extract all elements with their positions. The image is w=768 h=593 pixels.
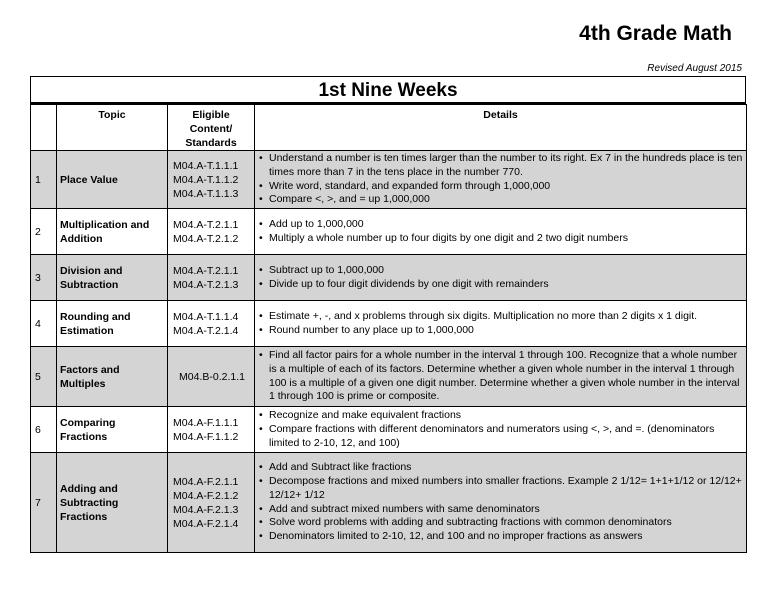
standard-code: M04.A-T.2.1.1 <box>173 218 239 231</box>
details-list <box>257 310 743 338</box>
row-number: 3 <box>31 255 57 301</box>
document-title: 4th Grade Math <box>579 22 732 45</box>
row-details <box>255 347 747 407</box>
standard-code: M04.A-F.2.1.3 <box>173 503 239 516</box>
detail-bullet: • Compare fractions with different denominators and numerators using <, >, and =. (denominators limited to 2-10, 12, and 100) <box>257 423 743 451</box>
detail-bullet: • Understand a number is ten times larger than the number to its right. Ex 7 in the hundreds place is ten times more than 7 in the tens place in the number 770. <box>257 152 743 180</box>
standard-code: M04.A-F.2.1.2 <box>173 489 239 502</box>
table-body <box>31 151 747 553</box>
table-row <box>31 301 747 347</box>
detail-bullet: • Find all factor pairs for a whole number in the interval 1 through 100. Recognize that a whole number is a multiple of each of its factors. Determine whether a given whole number in the interval 1 through 100 is a multiple of a given one digit number. Determine whether a given whole number in the interval 1 through 100 is prime or composite. <box>257 349 743 404</box>
detail-bullet: • Recognize and make equivalent fractions <box>257 409 743 423</box>
row-topic: Place Value <box>57 151 168 209</box>
standard-code: M04.A-T.1.1.4 <box>173 310 239 323</box>
detail-bullet: • Decompose fractions and mixed numbers into smaller fractions. Example 2 1/12= 1+1+1/12 or 12/12+ 12/12+ 1/12 <box>257 475 743 503</box>
row-topic: Multiplication and Addition <box>57 209 168 255</box>
nine-weeks-banner: 1st Nine Weeks <box>30 76 746 104</box>
standard-code: M04.A-F.1.1.1 <box>173 416 239 429</box>
standard-code: M04.B-0.2.1.1 <box>179 370 245 383</box>
row-number: 5 <box>31 347 57 407</box>
detail-bullet: • Add up to 1,000,000 <box>257 218 743 232</box>
detail-bullet: • Write word, standard, and expanded form through 1,000,000 <box>257 180 743 194</box>
table-header-row <box>31 105 747 151</box>
detail-bullet: • Divide up to four digit dividends by one digit with remainders <box>257 278 743 292</box>
detail-bullet: • Round number to any place up to 1,000,000 <box>257 324 743 338</box>
details-list <box>257 461 743 544</box>
row-number: 7 <box>31 453 57 553</box>
row-number: 1 <box>31 151 57 209</box>
row-standards <box>168 407 255 453</box>
standard-code: M04.A-F.1.1.2 <box>173 430 239 443</box>
details-list <box>257 264 743 292</box>
topic-column-header: Topic <box>57 105 168 151</box>
details-list <box>257 349 743 404</box>
row-details <box>255 255 747 301</box>
revision-note: Revised August 2015 <box>647 63 742 74</box>
detail-bullet: • Multiply a whole number up to four digits by one digit and 2 two digit numbers <box>257 232 743 246</box>
standard-code: M04.A-F.2.1.4 <box>173 517 239 530</box>
row-number: 2 <box>31 209 57 255</box>
details-column-header: Details <box>255 105 747 151</box>
row-standards <box>168 453 255 553</box>
row-topic: Adding and Subtracting Fractions <box>57 453 168 553</box>
curriculum-table <box>30 104 747 553</box>
standard-code: M04.A-T.2.1.4 <box>173 324 239 337</box>
table-row <box>31 407 747 453</box>
curriculum-table-container <box>30 76 746 553</box>
detail-bullet: • Compare <, >, and = up 1,000,000 <box>257 193 743 207</box>
table-row <box>31 453 747 553</box>
standard-code: M04.A-T.1.1.2 <box>173 173 239 186</box>
row-details <box>255 301 747 347</box>
row-details <box>255 407 747 453</box>
row-standards <box>168 301 255 347</box>
row-number: 6 <box>31 407 57 453</box>
row-details <box>255 151 747 209</box>
details-list <box>257 218 743 246</box>
row-number: 4 <box>31 301 57 347</box>
table-row <box>31 347 747 407</box>
standard-code: M04.A-T.1.1.3 <box>173 187 239 200</box>
row-standards <box>168 255 255 301</box>
row-topic: Comparing Fractions <box>57 407 168 453</box>
details-list <box>257 409 743 450</box>
detail-bullet: • Estimate +, -, and x problems through six digits. Multiplication no more than 2 digits x 1 digit. <box>257 310 743 324</box>
row-details <box>255 453 747 553</box>
table-row <box>31 255 747 301</box>
row-standards <box>168 151 255 209</box>
detail-bullet: • Add and subtract mixed numbers with same denominators <box>257 503 743 517</box>
table-row <box>31 151 747 209</box>
standard-code: M04.A-T.2.1.1 <box>173 264 239 277</box>
standard-code: M04.A-T.2.1.2 <box>173 232 239 245</box>
detail-bullet: • Subtract up to 1,000,000 <box>257 264 743 278</box>
row-topic: Rounding and Estimation <box>57 301 168 347</box>
row-standards <box>168 209 255 255</box>
number-column-header <box>31 105 57 151</box>
row-topic: Factors and Multiples <box>57 347 168 407</box>
standard-code: M04.A-T.2.1.3 <box>173 278 239 291</box>
row-standards <box>168 347 255 407</box>
table-row <box>31 209 747 255</box>
detail-bullet: • Solve word problems with adding and subtracting fractions with common denominators <box>257 516 743 530</box>
standards-column-header: Eligible Content/ Standards <box>168 105 255 151</box>
row-details <box>255 209 747 255</box>
details-list <box>257 152 743 207</box>
detail-bullet: • Denominators limited to 2-10, 12, and 100 and no improper fractions as answers <box>257 530 743 544</box>
detail-bullet: • Add and Subtract like fractions <box>257 461 743 475</box>
standard-code: M04.A-F.2.1.1 <box>173 475 239 488</box>
standard-code: M04.A-T.1.1.1 <box>173 159 239 172</box>
row-topic: Division and Subtraction <box>57 255 168 301</box>
